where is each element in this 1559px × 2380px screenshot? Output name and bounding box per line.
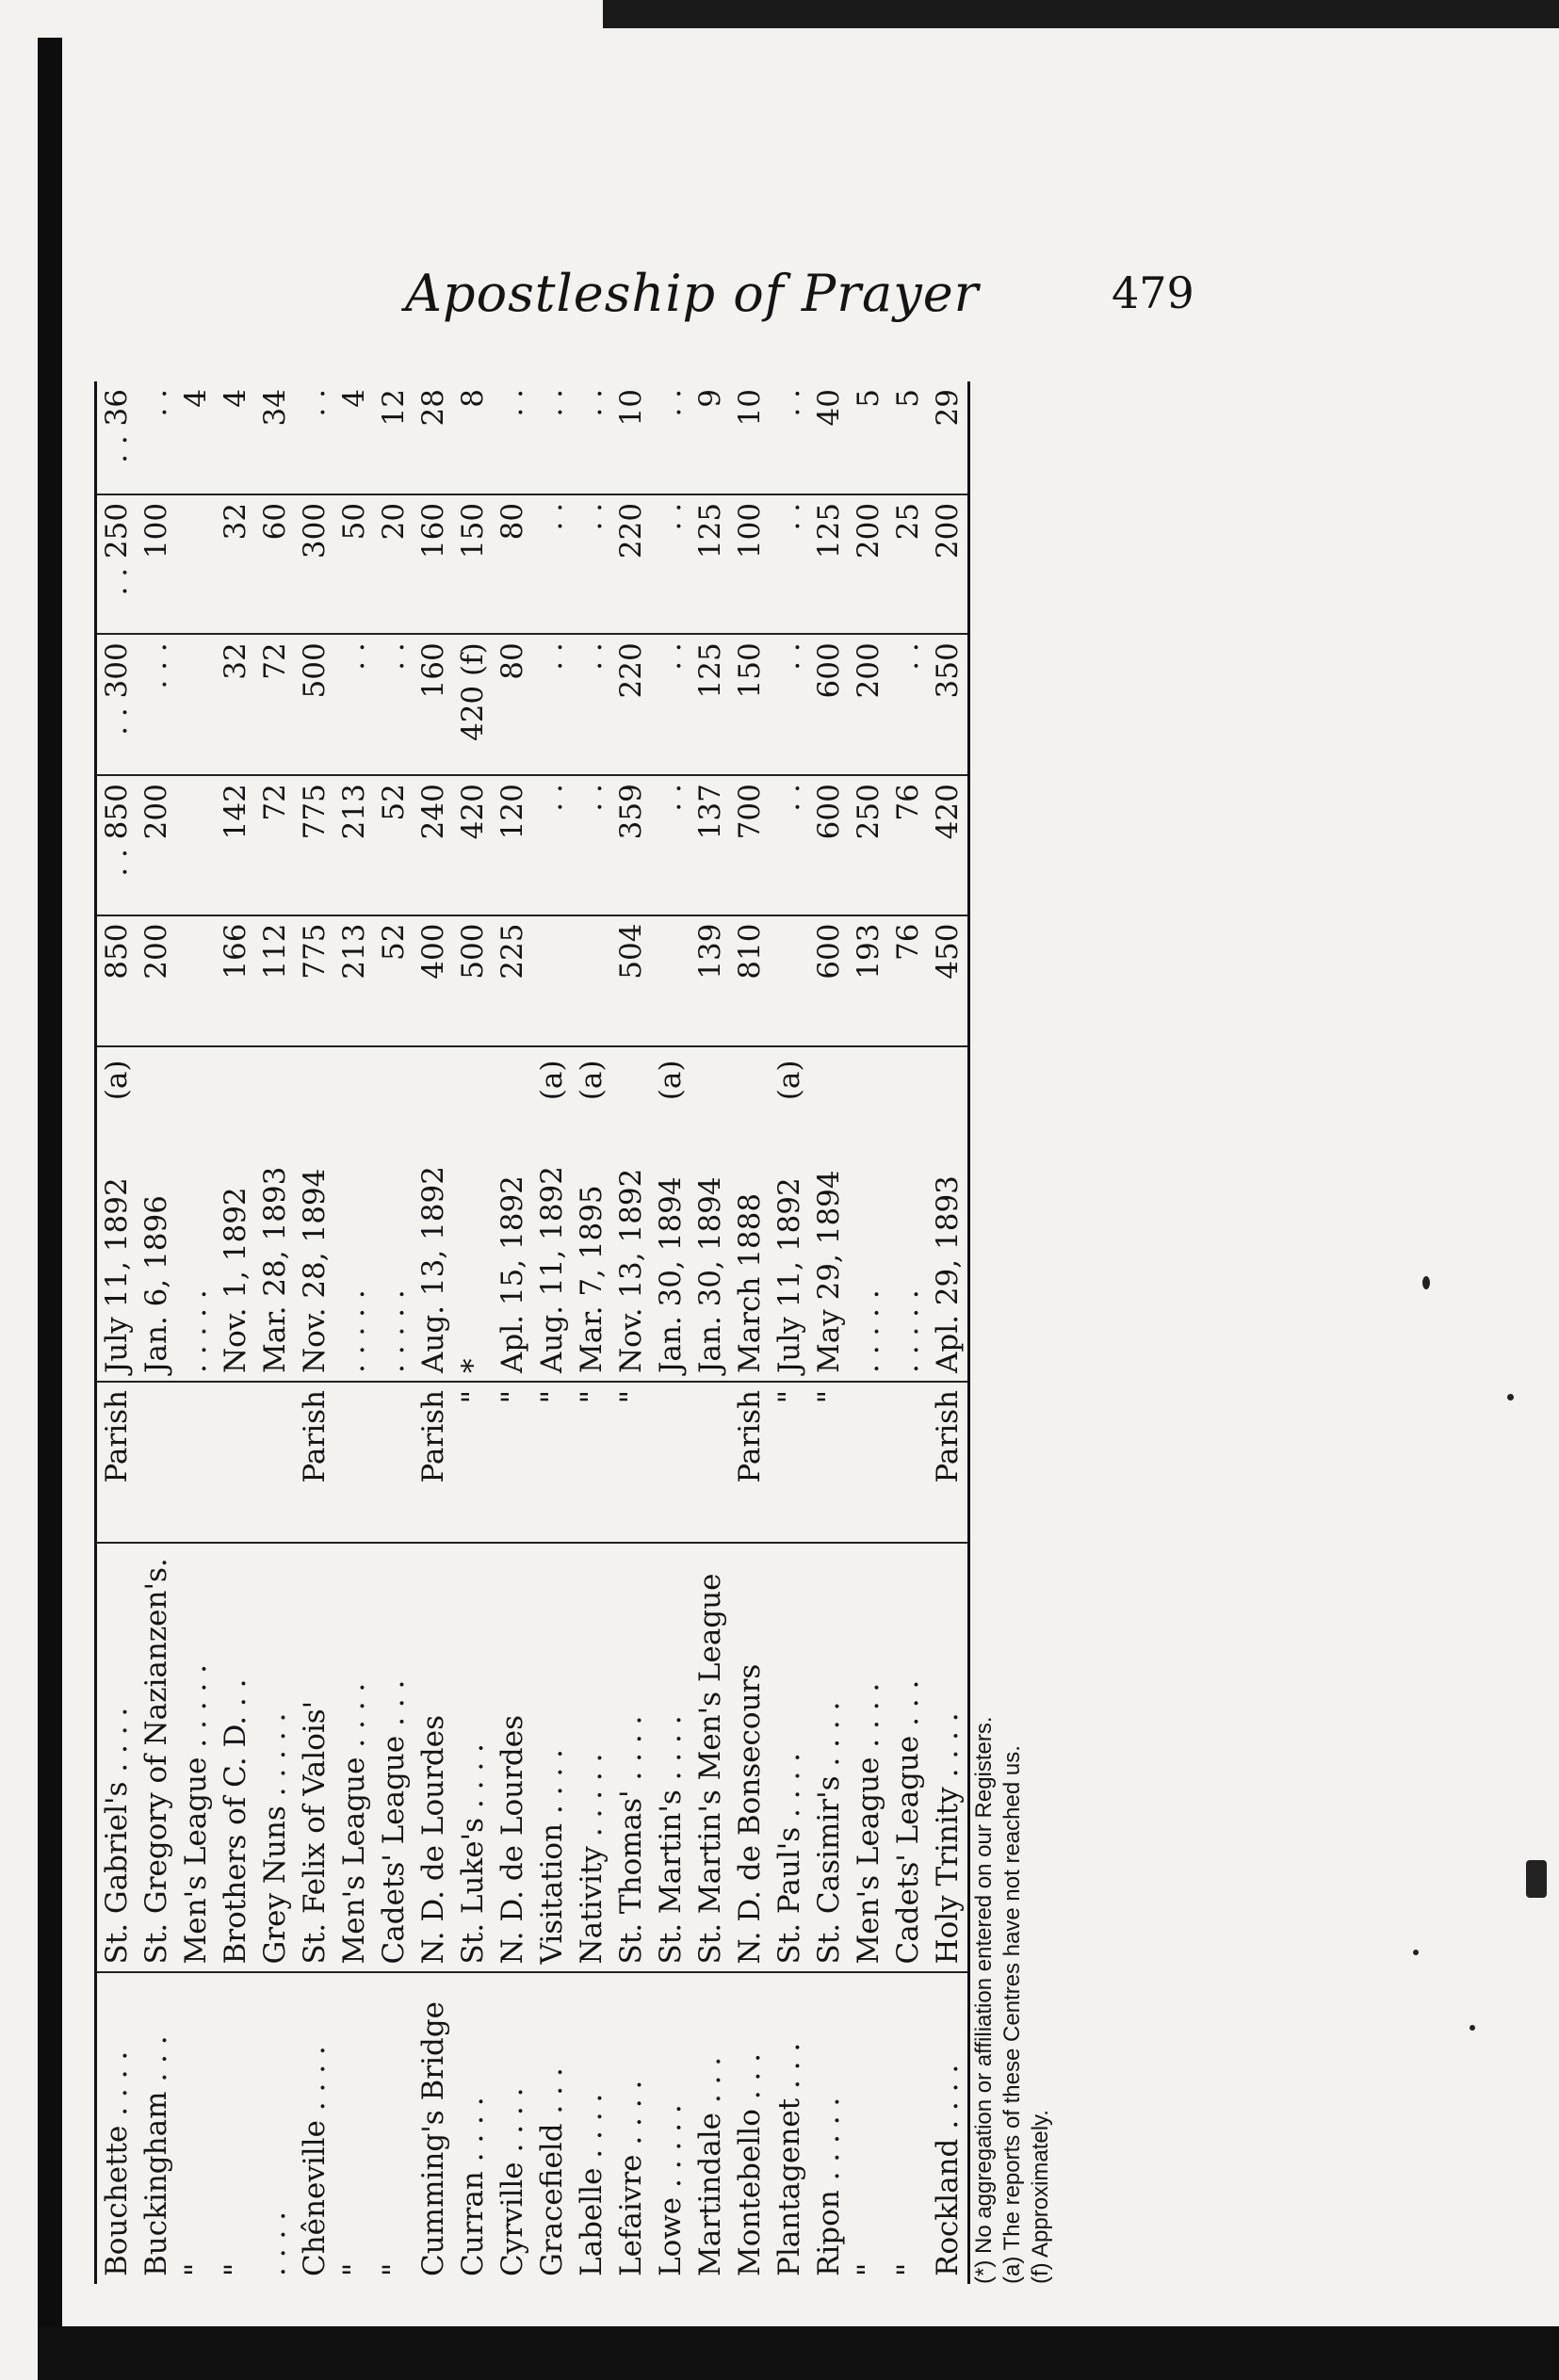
row-count-4: 80: [493, 494, 532, 634]
table-row: [928, 381, 969, 2284]
row-note: [730, 1046, 770, 1108]
row-type: ": [772, 1390, 806, 1404]
row-date: . . . . .: [374, 1108, 414, 1382]
row-count-1: [572, 915, 611, 1046]
table-row: [374, 381, 414, 2284]
row-count-1: 450: [928, 915, 969, 1046]
row-date: Mar. 28, 1893: [255, 1108, 295, 1382]
centres-table: [94, 381, 970, 2284]
page-spine-shadow: [38, 38, 62, 2380]
row-date: . . . . .: [888, 1108, 928, 1382]
row-count-3: . . .: [137, 634, 176, 775]
row-count-1: 504: [611, 915, 651, 1046]
row-count-1: [532, 915, 572, 1046]
row-centre: Men's League . . . .: [334, 1544, 374, 1973]
table-row: [96, 381, 138, 2284]
row-town: Bouchette . . . .: [96, 1972, 138, 2284]
row-type: [888, 1382, 928, 1543]
row-count-1: 166: [216, 915, 255, 1046]
row-type: [334, 1382, 374, 1543]
row-town: Buckingham . . .: [139, 2035, 173, 2276]
row-date: Aug. 13, 1892: [414, 1108, 453, 1382]
row-count-3: 420 (f): [453, 634, 493, 775]
row-centre: Holy Trinity . . . .: [928, 1544, 969, 1973]
table-row: [453, 381, 493, 2284]
row-centre: N. D. de Lourdes: [414, 1544, 453, 1973]
row-note: [453, 1046, 493, 1108]
row-centre: Men's League . . . . .: [176, 1544, 216, 1973]
row-count-3: . .: [651, 634, 690, 775]
row-count-2: 72: [255, 775, 295, 915]
row-town: Martindale . . .: [693, 2056, 727, 2276]
row-town: Gracefield . . .: [535, 2067, 569, 2276]
row-type: ": [495, 1390, 529, 1404]
row-count-2: 52: [374, 775, 414, 915]
row-centre: Nativity . . . . .: [572, 1544, 611, 1973]
row-count-2: 213: [334, 775, 374, 915]
running-header: [386, 264, 1554, 339]
row-town: ": [337, 2262, 371, 2276]
row-count-1: [651, 915, 690, 1046]
row-count-1: 213: [334, 915, 374, 1046]
row-type: [255, 1382, 295, 1543]
table-row: [216, 381, 255, 2284]
row-count-2: . .: [572, 775, 611, 915]
row-count-3: 220: [611, 634, 651, 775]
row-count-5: 10: [730, 381, 770, 494]
row-type: [849, 1382, 888, 1543]
table-row: [651, 381, 690, 2284]
row-count-4: 32: [216, 494, 255, 634]
row-count-3: 160: [414, 634, 453, 775]
row-count-3: 350: [928, 634, 969, 775]
row-centre: St. Casimir's . . . .: [809, 1544, 849, 1973]
row-date: March 1888: [730, 1108, 770, 1382]
row-town: Curran . . . .: [456, 2097, 490, 2276]
row-count-3: . .: [532, 634, 572, 775]
table-row: [730, 381, 770, 2284]
row-count-2: 775: [295, 775, 334, 915]
row-count-2: 200: [137, 775, 176, 915]
row-town: ": [377, 2262, 411, 2276]
scan-smudge: [1526, 1860, 1547, 1898]
row-centre: St. Paul's . . . .: [770, 1544, 809, 1973]
row-type: [176, 1382, 216, 1543]
row-date: *: [453, 1108, 493, 1382]
row-count-4: 160: [414, 494, 453, 634]
row-count-4: 100: [730, 494, 770, 634]
table-row: [770, 381, 809, 2284]
table-row: [849, 381, 888, 2284]
scan-speck: [1470, 2025, 1475, 2031]
row-count-3: . .: [374, 634, 414, 775]
row-type: ": [535, 1390, 569, 1404]
row-count-4: 200: [928, 494, 969, 634]
row-count-5: . .: [651, 381, 690, 494]
row-count-4: 220: [611, 494, 651, 634]
row-town: ": [179, 2262, 213, 2276]
row-date: . . . . .: [176, 1108, 216, 1382]
row-centre: St. Gregory of Nazianzen's.: [137, 1544, 176, 1973]
row-town: ": [219, 2262, 252, 2276]
row-count-2: . . 850: [96, 775, 138, 915]
row-town: . . . .: [258, 2211, 292, 2276]
row-type: [137, 1382, 176, 1543]
row-note: [374, 1046, 414, 1108]
row-note: (a): [96, 1046, 138, 1108]
row-date: Jan. 30, 1894: [690, 1108, 730, 1382]
table-row: [493, 381, 532, 2284]
row-note: [493, 1046, 532, 1108]
row-count-3: . .: [770, 634, 809, 775]
row-count-4: 200: [849, 494, 888, 634]
row-date: July 11, 1892: [96, 1108, 138, 1382]
row-centre: St. Thomas' . . . .: [611, 1544, 651, 1973]
row-note: (a): [535, 1060, 569, 1101]
row-count-4: 50: [334, 494, 374, 634]
row-centre: Grey Nuns . . . . .: [255, 1544, 295, 1973]
scan-speck: [1422, 1276, 1430, 1289]
row-note: (a): [575, 1060, 609, 1101]
row-count-2: [176, 775, 216, 915]
row-note: [690, 1046, 730, 1108]
row-count-2: 420: [928, 775, 969, 915]
table-row: [176, 381, 216, 2284]
row-count-1: 810: [730, 915, 770, 1046]
row-count-1: 112: [255, 915, 295, 1046]
row-date: Nov. 13, 1892: [611, 1108, 651, 1382]
table-row: [334, 381, 374, 2284]
table-row: [414, 381, 453, 2284]
rotated-table-sheet: [94, 381, 1083, 2284]
row-centre: St. Martin's . . . .: [651, 1544, 690, 1973]
row-count-3: . .: [572, 634, 611, 775]
row-count-4: . .: [572, 494, 611, 634]
row-centre: St. Felix of Valois': [295, 1544, 334, 1973]
row-count-1: 775: [295, 915, 334, 1046]
row-type: [374, 1382, 414, 1543]
row-note: [928, 1046, 969, 1108]
row-count-5: 34: [255, 381, 295, 494]
row-town: ": [852, 2262, 885, 2276]
table-row: [611, 381, 651, 2284]
row-count-5: 9: [690, 381, 730, 494]
row-count-2: 142: [216, 775, 255, 915]
row-count-3: 125: [690, 634, 730, 775]
row-centre: Brothers of C. D. . .: [216, 1544, 255, 1973]
row-count-4: 150: [453, 494, 493, 634]
row-type: ": [456, 1390, 490, 1404]
row-type: Parish: [298, 1390, 332, 1483]
row-date: Apl. 15, 1892: [493, 1108, 532, 1382]
row-count-4: 125: [809, 494, 849, 634]
row-centre: Cadets' League . . .: [374, 1544, 414, 1973]
row-count-5: 40: [809, 381, 849, 494]
row-type: Parish: [416, 1390, 450, 1483]
row-date: Jan. 30, 1894: [651, 1108, 690, 1382]
row-type: [216, 1382, 255, 1543]
row-note: [176, 1046, 216, 1108]
row-count-5: 10: [611, 381, 651, 494]
row-count-5: 4: [334, 381, 374, 494]
table-row: [532, 381, 572, 2284]
row-date: Aug. 11, 1892: [532, 1108, 572, 1382]
row-count-4: 300: [295, 494, 334, 634]
scan-speck: [1413, 1950, 1419, 1955]
row-count-5: . .: [137, 381, 176, 494]
row-date: May 29, 1894: [809, 1108, 849, 1382]
row-type: [651, 1382, 690, 1543]
row-count-2: . .: [770, 775, 809, 915]
row-count-4: . .: [532, 494, 572, 634]
row-note: [255, 1046, 295, 1108]
row-centre: Men's League . . . .: [849, 1544, 888, 1973]
row-town: Cyrville . . . .: [495, 2087, 529, 2276]
row-count-4: 100: [137, 494, 176, 634]
row-town: Cumming's Bridge: [416, 2000, 450, 2276]
row-count-3: . .: [888, 634, 928, 775]
row-count-3: 200: [849, 634, 888, 775]
row-count-5: 12: [374, 381, 414, 494]
row-centre: St. Martin's Men's League: [690, 1544, 730, 1973]
row-count-2: 700: [730, 775, 770, 915]
row-count-4: . .: [770, 494, 809, 634]
table-row: [888, 381, 928, 2284]
row-note: [888, 1046, 928, 1108]
row-count-5: . .: [295, 381, 334, 494]
row-town: ": [891, 2262, 925, 2276]
row-count-3: 500: [295, 634, 334, 775]
row-count-2: 250: [849, 775, 888, 915]
footnote-f: (f) Approximately.: [1028, 2110, 1053, 2284]
table-row: [295, 381, 334, 2284]
table-row: [572, 381, 611, 2284]
footnote-asterisk: (*) No aggregation or affiliation entered on our Registers.: [971, 1716, 997, 2284]
row-count-1: 850: [96, 915, 138, 1046]
row-count-4: 60: [255, 494, 295, 634]
row-count-5: 28: [414, 381, 453, 494]
row-type: Parish: [96, 1382, 138, 1543]
row-count-5: . .: [493, 381, 532, 494]
row-count-4: . .: [651, 494, 690, 634]
footnote-a: (a) The reports of these Centres have not reached us.: [999, 1745, 1025, 2284]
row-count-1: 76: [888, 915, 928, 1046]
row-count-2: 420: [453, 775, 493, 915]
row-town: Chêneville . . . .: [298, 2046, 332, 2276]
row-date: July 11, 1892: [770, 1108, 809, 1382]
row-date: Apl. 29, 1893: [928, 1108, 969, 1382]
row-count-5: . .: [572, 381, 611, 494]
row-type: Parish: [928, 1382, 969, 1543]
row-type: ": [812, 1390, 846, 1404]
row-type: [690, 1382, 730, 1543]
row-note: [137, 1046, 176, 1108]
row-count-5: 4: [216, 381, 255, 494]
row-count-1: 139: [690, 915, 730, 1046]
footnotes: [970, 1716, 1055, 2284]
row-count-5: 4: [176, 381, 216, 494]
row-centre: St. Luke's . . . .: [453, 1544, 493, 1973]
row-count-3: . .: [334, 634, 374, 775]
row-centre: Cadets' League . . .: [888, 1544, 928, 1973]
row-count-5: 29: [928, 381, 969, 494]
row-town: Lefaivre . . . .: [614, 2080, 648, 2276]
row-count-3: 72: [255, 634, 295, 775]
row-count-5: 5: [849, 381, 888, 494]
row-count-4: [176, 494, 216, 634]
table-row: [690, 381, 730, 2284]
row-count-2: 120: [493, 775, 532, 915]
row-note: (a): [654, 1060, 688, 1101]
row-centre: N. D. de Lourdes: [493, 1544, 532, 1973]
row-count-3: 80: [493, 634, 532, 775]
row-town: Montebello . . .: [733, 2053, 767, 2276]
row-date: . . . . .: [334, 1108, 374, 1382]
row-centre: N. D. de Bonsecours: [730, 1544, 770, 1973]
row-note: [414, 1046, 453, 1108]
row-count-4: 20: [374, 494, 414, 634]
row-type: Parish: [733, 1390, 767, 1483]
row-count-1: 200: [137, 915, 176, 1046]
row-date: . . . . .: [849, 1108, 888, 1382]
page-number: 479: [1112, 267, 1194, 318]
row-count-2: 240: [414, 775, 453, 915]
row-count-1: 193: [849, 915, 888, 1046]
scan-speck: [1507, 1394, 1514, 1400]
row-count-1: 500: [453, 915, 493, 1046]
table-row: [255, 381, 295, 2284]
row-note: [809, 1046, 849, 1108]
row-count-5: 8: [453, 381, 493, 494]
bottom-edge-shadow: [38, 2326, 1559, 2380]
row-town: Rockland . . . .: [928, 1972, 969, 2284]
row-type: ": [575, 1390, 609, 1404]
row-count-3: 600: [809, 634, 849, 775]
row-note: (a): [772, 1060, 806, 1101]
row-note: [849, 1046, 888, 1108]
row-count-3: [176, 634, 216, 775]
row-count-5: 5: [888, 381, 928, 494]
table-row: [137, 381, 176, 2284]
row-count-1: 225: [493, 915, 532, 1046]
row-centre: Visitation . . . .: [532, 1544, 572, 1973]
row-count-5: . .: [770, 381, 809, 494]
row-town: Lowe . . . . .: [654, 2104, 688, 2276]
row-note: [295, 1046, 334, 1108]
row-count-1: 600: [809, 915, 849, 1046]
running-title: Apostleship of Prayer: [405, 264, 980, 323]
row-count-1: 52: [374, 915, 414, 1046]
row-count-2: 359: [611, 775, 651, 915]
row-count-3: 150: [730, 634, 770, 775]
row-note: [334, 1046, 374, 1108]
row-count-4: 25: [888, 494, 928, 634]
row-count-1: [176, 915, 216, 1046]
top-edge-shadow: [603, 0, 1559, 28]
row-date: Nov. 1, 1892: [216, 1108, 255, 1382]
row-count-3: 32: [216, 634, 255, 775]
row-count-2: 137: [690, 775, 730, 915]
row-note: [216, 1046, 255, 1108]
row-count-1: [770, 915, 809, 1046]
row-type: ": [614, 1390, 648, 1404]
row-count-2: 76: [888, 775, 928, 915]
row-count-2: . .: [651, 775, 690, 915]
row-date: Nov. 28, 1894: [295, 1108, 334, 1382]
row-town: Plantagenet . . .: [772, 2042, 806, 2276]
row-count-5: . .: [532, 381, 572, 494]
row-count-1: 400: [414, 915, 453, 1046]
row-town: Ripon . . . . .: [812, 2097, 846, 2276]
row-date: Mar. 7, 1895: [572, 1108, 611, 1382]
row-note: [611, 1046, 651, 1108]
row-date: Jan. 6, 1896: [137, 1108, 176, 1382]
row-count-4: . . 250: [96, 494, 138, 634]
row-centre: St. Gabriel's . . . .: [96, 1544, 138, 1973]
row-town: Labelle . . . .: [575, 2093, 609, 2276]
row-count-5: . . 36: [96, 381, 138, 494]
table-row: [809, 381, 849, 2284]
row-count-2: 600: [809, 775, 849, 915]
row-count-2: . .: [532, 775, 572, 915]
row-count-3: . . 300: [96, 634, 138, 775]
row-count-4: 125: [690, 494, 730, 634]
